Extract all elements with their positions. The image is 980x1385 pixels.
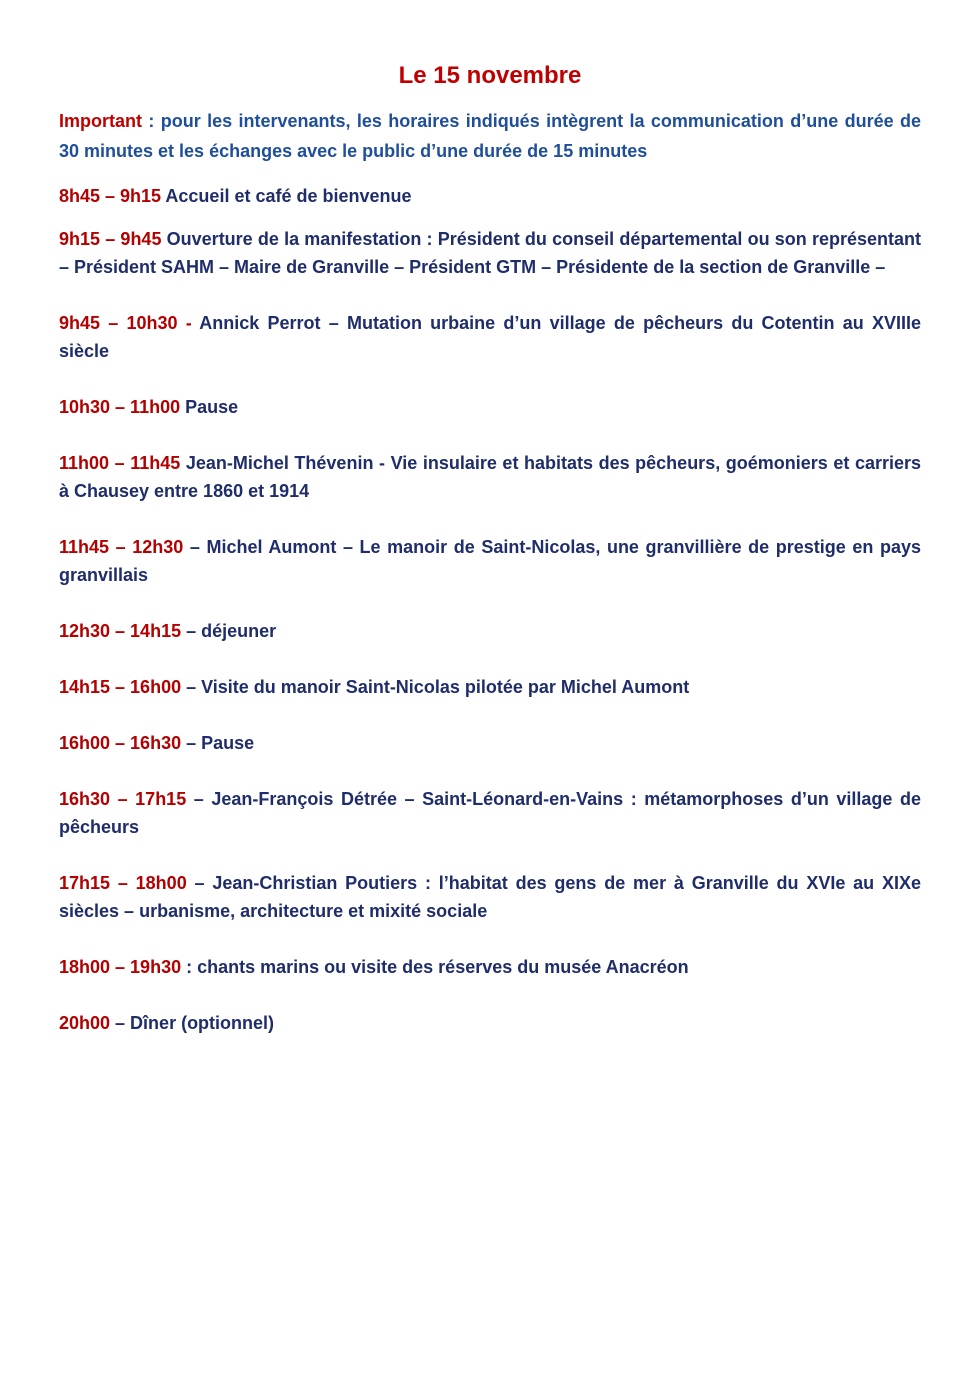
schedule-time: 9h15 – 9h45 [59,229,162,249]
schedule-item-1415 [59,673,921,701]
schedule-time: 12h30 – 14h15 [59,621,182,641]
schedule-item-1100 [59,449,921,505]
schedule-text: – Jean-François Détrée – Saint-Léonard-en-Vains : métamorphoses d’un village de pêcheurs [59,789,922,837]
page-title: Le 15 novembre [398,62,582,89]
schedule-text: Ouverture de la manifestation : Président du conseil départemental ou son représentant – Président SAHM – Maire de Granville – Président GTM – Présidente de la section de Granville – [59,229,921,277]
schedule-time: 9h45 – 10h30 - [59,313,192,333]
schedule-text: – Dîner (optionnel) [110,1013,275,1033]
schedule-time: 8h45 – 9h15 [59,186,162,206]
schedule-time: 16h00 – 16h30 [59,733,182,753]
schedule-time: 20h00 [59,1013,111,1033]
schedule-text: – Pause [181,733,255,753]
schedule-time: 11h45 – 12h30 [59,537,184,557]
schedule-text: – Visite du manoir Saint-Nicolas pilotée par Michel Aumont [181,677,690,697]
schedule-item-1030 [59,393,921,421]
notice-label: Important [59,111,142,131]
schedule-text: – déjeuner [181,621,277,641]
schedule-item-1600 [59,729,921,757]
schedule-text: Accueil et café de bienvenue [161,186,412,206]
schedule-time: 17h15 – 18h00 [59,873,187,893]
schedule-text: – Jean-Christian Poutiers : l’habitat des gens de mer à Granville du XVIe au XIXe siècles – urbanisme, architecture et mixité sociale [59,873,921,921]
schedule-time: 14h15 – 16h00 [59,677,182,697]
important-notice [59,106,921,166]
schedule-time: 11h00 – 11h45 [59,453,181,473]
schedule-time: 10h30 – 11h00 [59,397,181,417]
schedule-item-2000 [59,1009,921,1037]
schedule-item-1230 [59,617,921,645]
schedule-time: 18h00 – 19h30 [59,957,182,977]
schedule-item-1800 [59,953,921,981]
schedule-item-1145 [59,533,921,589]
schedule-item-1715 [59,869,921,925]
schedule-item-1630 [59,785,921,841]
schedule-item-0945 [59,309,921,365]
schedule-item-0915 [59,225,921,281]
schedule-text: – Michel Aumont – Le manoir de Saint-Nicolas, une granvillière de prestige en pays granvillais [59,537,921,585]
schedule-text: Annick Perrot – Mutation urbaine d’un village de pêcheurs du Cotentin au XVIIIe siècle [59,313,922,361]
notice-text: : pour les intervenants, les horaires indiqués intègrent la communication d’une durée de 30 minutes et les échanges avec le public d’une durée de 15 minutes [59,111,921,161]
schedule-text: Jean-Michel Thévenin - Vie insulaire et habitats des pêcheurs, goémoniers et carriers à Chausey entre 1860 et 1914 [59,453,921,501]
schedule-text: Pause [180,397,239,417]
schedule-item-0845 [59,182,921,210]
schedule-time: 16h30 – 17h15 [59,789,187,809]
schedule-text: : chants marins ou visite des réserves du musée Anacréon [181,957,689,977]
